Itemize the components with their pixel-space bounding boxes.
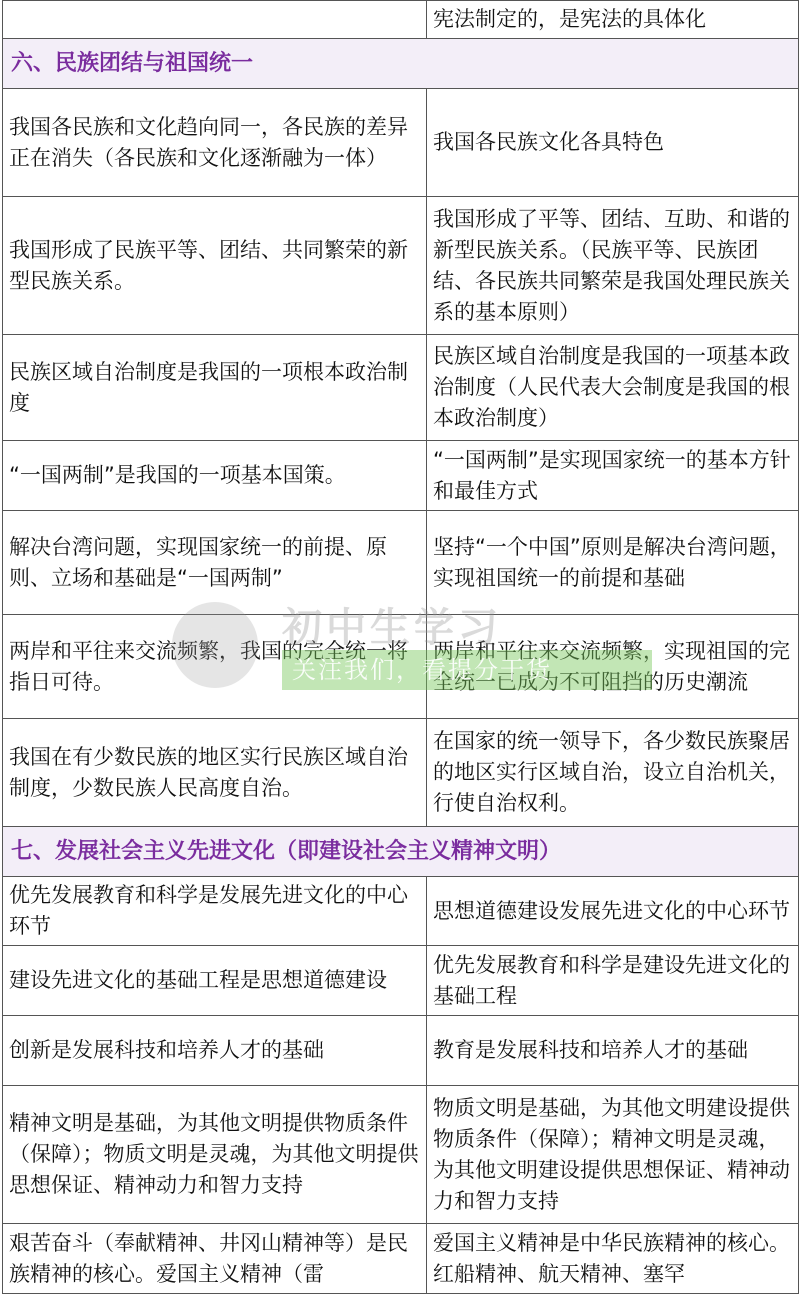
comparison-table xyxy=(2,0,799,1294)
correct-statement-cell: 两岸和平往来交流频繁，实现祖国的完全统一已成为不可阻挡的历史潮流 xyxy=(427,615,799,719)
section-title: 七、发展社会主义先进文化（即建设社会主义精神文明） xyxy=(3,827,799,877)
table-row xyxy=(3,1,799,39)
table-row xyxy=(3,197,799,335)
correct-statement-cell: 民族区域自治制度是我国的一项基本政治制度（人民代表大会制度是我国的根本政治制度） xyxy=(427,335,799,441)
misconception-cell: 精神文明是基础，为其他文明提供物质条件（保障）；物质文明是灵魂，为其他文明提供思想保证、精神动力和智力支持 xyxy=(3,1086,427,1224)
correct-statement-cell: 思想道德建设发展先进文化的中心环节 xyxy=(427,877,799,946)
correct-statement-cell: “一国两制”是实现国家统一的基本方针和最佳方式 xyxy=(427,441,799,511)
table-row xyxy=(3,441,799,511)
misconception-cell: 解决台湾问题，实现国家统一的前提、原则、立场和基础是“一国两制” xyxy=(3,511,427,615)
table-row xyxy=(3,1086,799,1224)
misconception-cell: 我国在有少数民族的地区实行民族区域自治制度，少数民族人民高度自治。 xyxy=(3,719,427,827)
table-row xyxy=(3,89,799,197)
section-header-row xyxy=(3,39,799,89)
correct-statement-cell: 优先发展教育和科学是建设先进文化的基础工程 xyxy=(427,946,799,1016)
misconception-cell: 我国各民族和文化趋向同一，各民族的差异正在消失（各民族和文化逐渐融为一体） xyxy=(3,89,427,197)
watermark-subtitle: 关注我们，看提分干货 xyxy=(282,650,652,690)
correct-statement-cell: 宪法制定的，是宪法的具体化 xyxy=(427,1,799,39)
correct-statement-cell: 教育是发展科技和培养人才的基础 xyxy=(427,1016,799,1086)
table-row xyxy=(3,946,799,1016)
misconception-cell: 民族区域自治制度是我国的一项根本政治制度 xyxy=(3,335,427,441)
section-header-row xyxy=(3,827,799,877)
table-row xyxy=(3,615,799,719)
misconception-cell: 我国形成了民族平等、团结、共同繁荣的新型民族关系。 xyxy=(3,197,427,335)
correct-statement-cell: 坚持“一个中国”原则是解决台湾问题，实现祖国统一的前提和基础 xyxy=(427,511,799,615)
table-row xyxy=(3,1224,799,1294)
table-row xyxy=(3,335,799,441)
correct-statement-cell: 爱国主义精神是中华民族精神的核心。红船精神、航天精神、塞罕 xyxy=(427,1224,799,1294)
misconception-cell: 两岸和平往来交流频繁，我国的完全统一将指日可待。 xyxy=(3,615,427,719)
table-row xyxy=(3,1016,799,1086)
misconception-cell xyxy=(3,1,427,39)
correct-statement-cell: 我国形成了平等、团结、互助、和谐的新型民族关系。（民族平等、民族团结、各民族共同繁荣是我国处理民族关系的基本原则） xyxy=(427,197,799,335)
correct-statement-cell: 物质文明是基础，为其他文明建设提供物质条件（保障）；精神文明是灵魂，为其他文明建设提供思想保证、精神动力和智力支持 xyxy=(427,1086,799,1224)
table-row xyxy=(3,511,799,615)
table-body xyxy=(3,1,799,1294)
misconception-cell: 艰苦奋斗（奉献精神、井冈山精神等）是民族精神的核心。爱国主义精神（雷 xyxy=(3,1224,427,1294)
correct-statement-cell: 在国家的统一领导下，各少数民族聚居的地区实行区域自治，设立自治机关，行使自治权利。 xyxy=(427,719,799,827)
section-title: 六、民族团结与祖国统一 xyxy=(3,39,799,89)
watermark-title: 初中生学习 xyxy=(282,604,502,651)
misconception-cell: 建设先进文化的基础工程是思想道德建设 xyxy=(3,946,427,1016)
correct-statement-cell: 我国各民族文化各具特色 xyxy=(427,89,799,197)
misconception-cell: 创新是发展科技和培养人才的基础 xyxy=(3,1016,427,1086)
table-row xyxy=(3,719,799,827)
table-row xyxy=(3,877,799,946)
misconception-cell: “一国两制”是我国的一项基本国策。 xyxy=(3,441,427,511)
misconception-cell: 优先发展教育和科学是发展先进文化的中心环节 xyxy=(3,877,427,946)
